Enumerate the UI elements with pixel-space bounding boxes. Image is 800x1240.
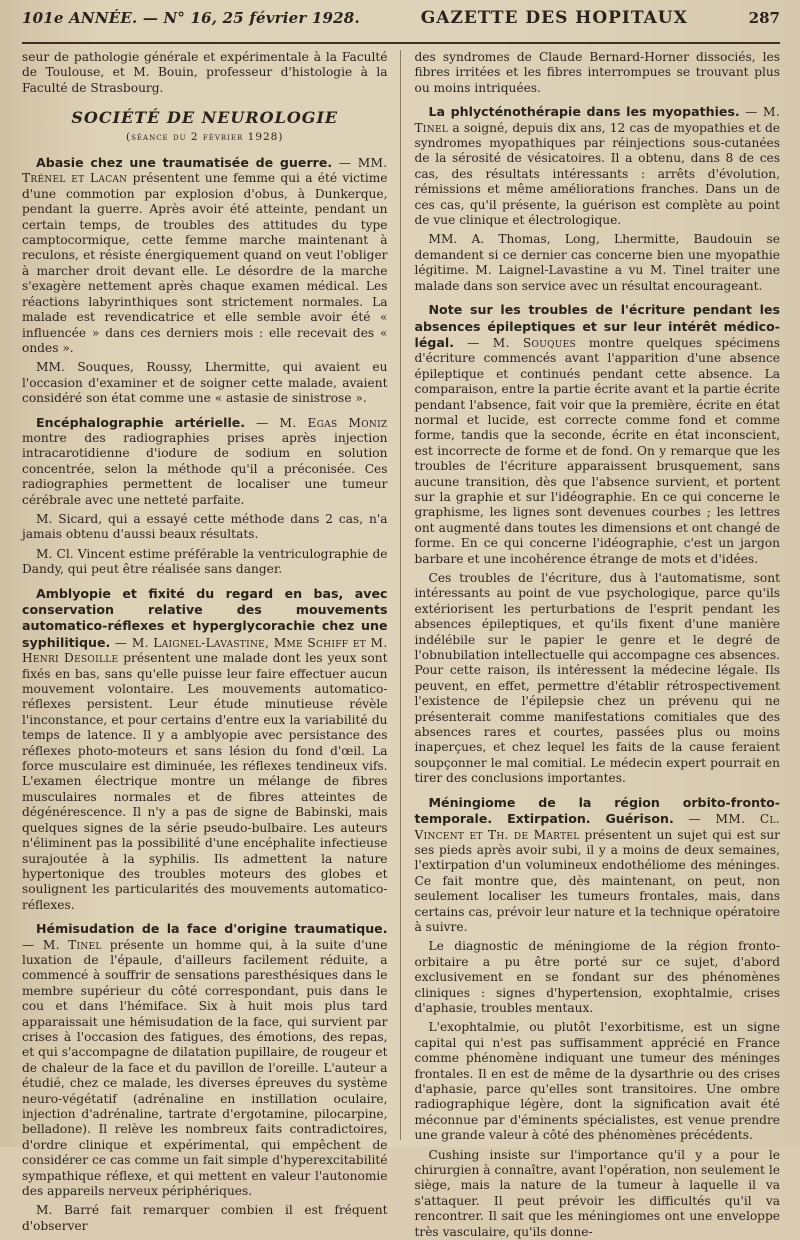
article-text: a soigné, depuis dix ans, 12 cas de myopathies et de syndromes myopathiques par réinjections sous-cutanées de la sérosité de vésicatoires. Il a obtenu, dans 8 de ces cas, des résultats intéressants : arrêts d'évolution, rémissions et même améliorations franches. Dans un de ces cas, qu'il présente, la guérison est complète au point de vue clinique et électrologique. <box>414 120 780 228</box>
article-text: présentent une femme qui a été victime d'une commotion par explosion d'obus, à Dunkerque, pendant la guerre. Après avoir été atteinte, pendant un certain temps, de troubles des attitudes du type camptocormique, cette femme marche maintenant à reculons, et résiste énergiquement quand on veut l'obliger à marcher droit devant elle. Le désordre de la marche s'exagère nettement après chaque examen médical. Les réactions labyrinthiques sont strictement normales. La malade est revendicatrice et elle semble avoir été « influencée » dans ces derniers mois : elle recevait des « ondes ». <box>22 171 388 355</box>
paragraph: MM. Souques, Roussy, Lhermitte, qui avaient eu l'occasion d'examiner et de soigner cette malade, avaient considéré son état comme une « astasie de sinistrose ». <box>22 360 388 406</box>
article-authors: — M. Laignel-Lavastine, Mme Schiff et M. Henri Desoille <box>22 635 388 666</box>
article-title: Amblyopie et fixité du regard en bas, avec conservation relative des mouvements automatico-réflexes et hyperglycorachie chez une syphilitique. <box>22 585 388 650</box>
article-title: Note sur les troubles de l'écriture pendant les absences épileptiques et sur leur intérêt médico-légal. <box>414 302 780 350</box>
paragraph: M. Sicard, qui a essayé cette méthode dans 2 cas, n'a jamais obtenu d'aussi beaux résultats. <box>22 511 388 542</box>
article-text: présentent une malade dont les yeux sont fixés en bas, sans qu'elle puisse leur faire effectuer aucun mouvement volontaire. Les mouvements automatico-réflexes persistent. Leur étude minutieuse révèle l'inconstance, et pour certains d'entre eux la variabilité du temps de latence. Il y a amblyopie avec persistance des réflexes photo-moteurs et sans lésion du fond d'œil. La force musculaire est diminuée, les réflexes tendineux vifs. L'examen électrique montre un mélange de fibres musculaires normales et de fibres atteintes de dégénérescence. Il n'y a pas de signe de Babinski, mais quelques signes de la série pseudo-bulbaire. Les auteurs n'éliminent pas la possibilité d'une encéphalite infectieuse surajoutée à la syphilis. Ils admettent la nature hypertonique des troubles moteurs des globes et soulignent les particularités des mouvements automatico-réflexes. <box>22 651 388 912</box>
section-title: SOCIÉTÉ DE NEUROLOGIE <box>71 108 339 128</box>
paragraph: Le diagnostic de méningiome de la région fronto-orbitaire a pu être porté sur ce sujet, d'abord exclusivement en se fondant sur des phénomènes cliniques : signes d'hypertension, exophtalmie, crises d'aphasie, troubles mentaux. <box>414 939 780 1015</box>
continued-paragraph: des syndromes de Claude Bernard-Horner dissociés, les fibres irritées et les fibres interrompues se trouvant plus ou moins intriquées. <box>414 50 780 95</box>
article-text: montre des radiographies prises après injection intracarotidienne d'iodure de sodium en solution concentrée, selon la méthode qu'il a préconisée. Ces radiographies permettent de localiser une tumeur cérébrale avec une netteté parfaite. <box>22 430 388 507</box>
paragraph: L'exophtalmie, ou plutôt l'exorbitisme, est un signe capital qui n'est pas suffisamment apprécié en France comme phénomène indiquant une tumeur des méninges frontales. Il en est de même de la dysarthrie ou des crises d'aphasie, parce qu'elles sont transitoires. Une ombre radiographique légère, dont la signification avait été méconnue par d'éminents spécialistes, est venue prendre une grande valeur à côté des phénomènes précédents. <box>414 1020 780 1143</box>
article-ecriture <box>415 302 781 567</box>
article-authors: — MM. Cl. Vincent et Th. de Martel <box>414 812 780 842</box>
article-phlyctenotherapie <box>415 104 781 228</box>
article-hemisudation <box>22 921 388 1199</box>
article-columns <box>22 50 781 1239</box>
article-authors: — M. Tinel <box>414 105 780 135</box>
paragraph: MM. A. Thomas, Long, Lhermitte, Baudouin se demandent si ce dernier cas concerne bien une myopathie légitime. M. Laignel-Lavastine a vu M. Tinel traiter une malade dans son service avec un résultat encourageant. <box>414 232 780 293</box>
article-meningiome <box>415 795 781 936</box>
article-text: présentent un sujet qui est sur ses pieds après avoir subi, il y a moins de deux semaines, l'extirpation d'un volumineux endothéliome des méninges. Ce fait montre que, dès maintenant, on peut, non seulement localiser les tumeurs frontales, mais, dans certains cas, prévoir leur nature et la technique opératoire à suivre. <box>414 827 781 934</box>
article-title: Méningiome de la région orbito-fronto-temporale. Extirpation. Guérison. <box>414 794 780 827</box>
article-authors: — M. Tinel <box>22 937 102 952</box>
article-title: Hémisudation de la face d'origine traumatique. <box>36 921 388 937</box>
right-column <box>401 50 781 1239</box>
article-title: La phlycténothérapie dans les myopathies. <box>428 104 740 120</box>
paragraph: M. Cl. Vincent estime préférable la ventriculographie de Dandy, qui peut être réalisée sans danger. <box>22 546 388 577</box>
left-column <box>22 50 401 1233</box>
article-text: présente un homme qui, à la suite d'une luxation de l'épaule, d'ailleurs facilement réduite, a commencé à souffrir de sensations paresthésiques dans le membre supérieur du côté correspondant, puis dans le cou et dans l'hémiface. Six à huit mois plus tard apparaissait une hémisudation de la face, qui survient par crises à l'occasion des fatigues, des émotions, des repas, et qui s'accompagne de dilatation pupillaire, de rougeur et de chaleur de la face et du pavillon de l'oreille. L'auteur a étudié, chez ce malade, les diverses épreuves du système neuro-végétatif (adrénaline en instillation oculaire, injection d'adrénaline, tartrate d'ergotamine, pilocarpine, belladone). Il relève les nombreux faits contradictoires, d'ordre clinique et expérimental, qui empêchent de considérer ce cas comme un fait simple d'hyperexcitabilité sympathique réflexe, et qui mettent en valeur l'autonomie des appareils nerveux périphériques. <box>22 937 388 1199</box>
article-abasie <box>22 155 388 356</box>
running-header <box>22 8 780 44</box>
article-authors: — M. Egas Moniz <box>245 415 388 430</box>
article-amblyopie <box>22 586 388 914</box>
article-authors: — MM. Trénel et Lacan <box>22 156 388 186</box>
session-date: (séance du 2 février 1928) <box>126 130 284 143</box>
intro-paragraph: seur de pathologie générale et expérimentale à la Faculté de Toulouse, et M. Bouin, professeur d'histologie à la Faculté de Strasbourg. <box>22 50 388 95</box>
paragraph: M. Barré fait remarquer combien il est fréquent d'observer <box>22 1203 388 1233</box>
article-text: montre quelques spécimens d'écriture commencés avant l'apparition d'une absence épileptique et continués pendant cette absence. La comparaison, entre la partie écrite avant et la partie écrite pendant l'absence, fait voir que la première, écrite en état normal et lucide, est correcte comme fond et comme forme, tandis que la seconde, écrite en état inconscient, est incorrecte de forme et de fond. On y remarque que les troubles de l'écriture apparaissent brusquement, sans aucune transition, dès que l'absence survient, et portent sur la graphie et sur l'idéographie. En ce qui concerne le graphisme, les lignes sont devenues courbes ; les lettres ont augmenté dans toutes les dimensions et ont changé de forme. En ce qui concerne l'idéographie, c'est un jargon barbare et une incohérence étrange de mots et d'idées. <box>414 335 781 566</box>
page-number: 287 <box>748 9 780 27</box>
paragraph: Cushing insiste sur l'importance qu'il y a pour le chirurgien à connaître, avant l'opération, non seulement le siège, mais la nature de la tumeur à laquelle il va s'attaquer. Il peut prévoir les difficultés qu'il va rencontrer. Il sait que les méningiomes ont une enveloppe très vasculaire, qu'ils donne- <box>414 1147 780 1239</box>
article-authors: — M. Souques <box>453 335 577 350</box>
article-encephalographie <box>22 415 388 508</box>
journal-title: GAZETTE DES HOPITAUX <box>420 8 688 28</box>
issue-info: 101e ANNÉE. — N° 16, 25 février 1928. <box>22 9 360 27</box>
article-title: Abasie chez une traumatisée de guerre. <box>36 155 333 171</box>
paragraph: Ces troubles de l'écriture, dus à l'automatisme, sont intéressants au point de vue psychologique, parce qu'ils extériorisent les perturbations de l'esprit pendant les absences épileptiques, et qu'ils fixent d'une manière indélébile sur le papier le genre et le degré de l'obnubilation intellectuelle qui accompagne ces absences. Pour cette raison, ils intéressent la médecine légale. Ils peuvent, en effet, permettre d'établir rétrospectivement l'existence de l'épilepsie chez un prévenu qui ne présenterait comme manifestations comitiales que des absences rares et courtes, passées plus ou moins inaperçues, et chez lequel les faits de la cause feraient soupçonner le mal comitial. Le médecin expert pourrait en tirer des conclusions importantes. <box>414 571 780 786</box>
article-title: Encéphalographie artérielle. <box>36 414 246 430</box>
